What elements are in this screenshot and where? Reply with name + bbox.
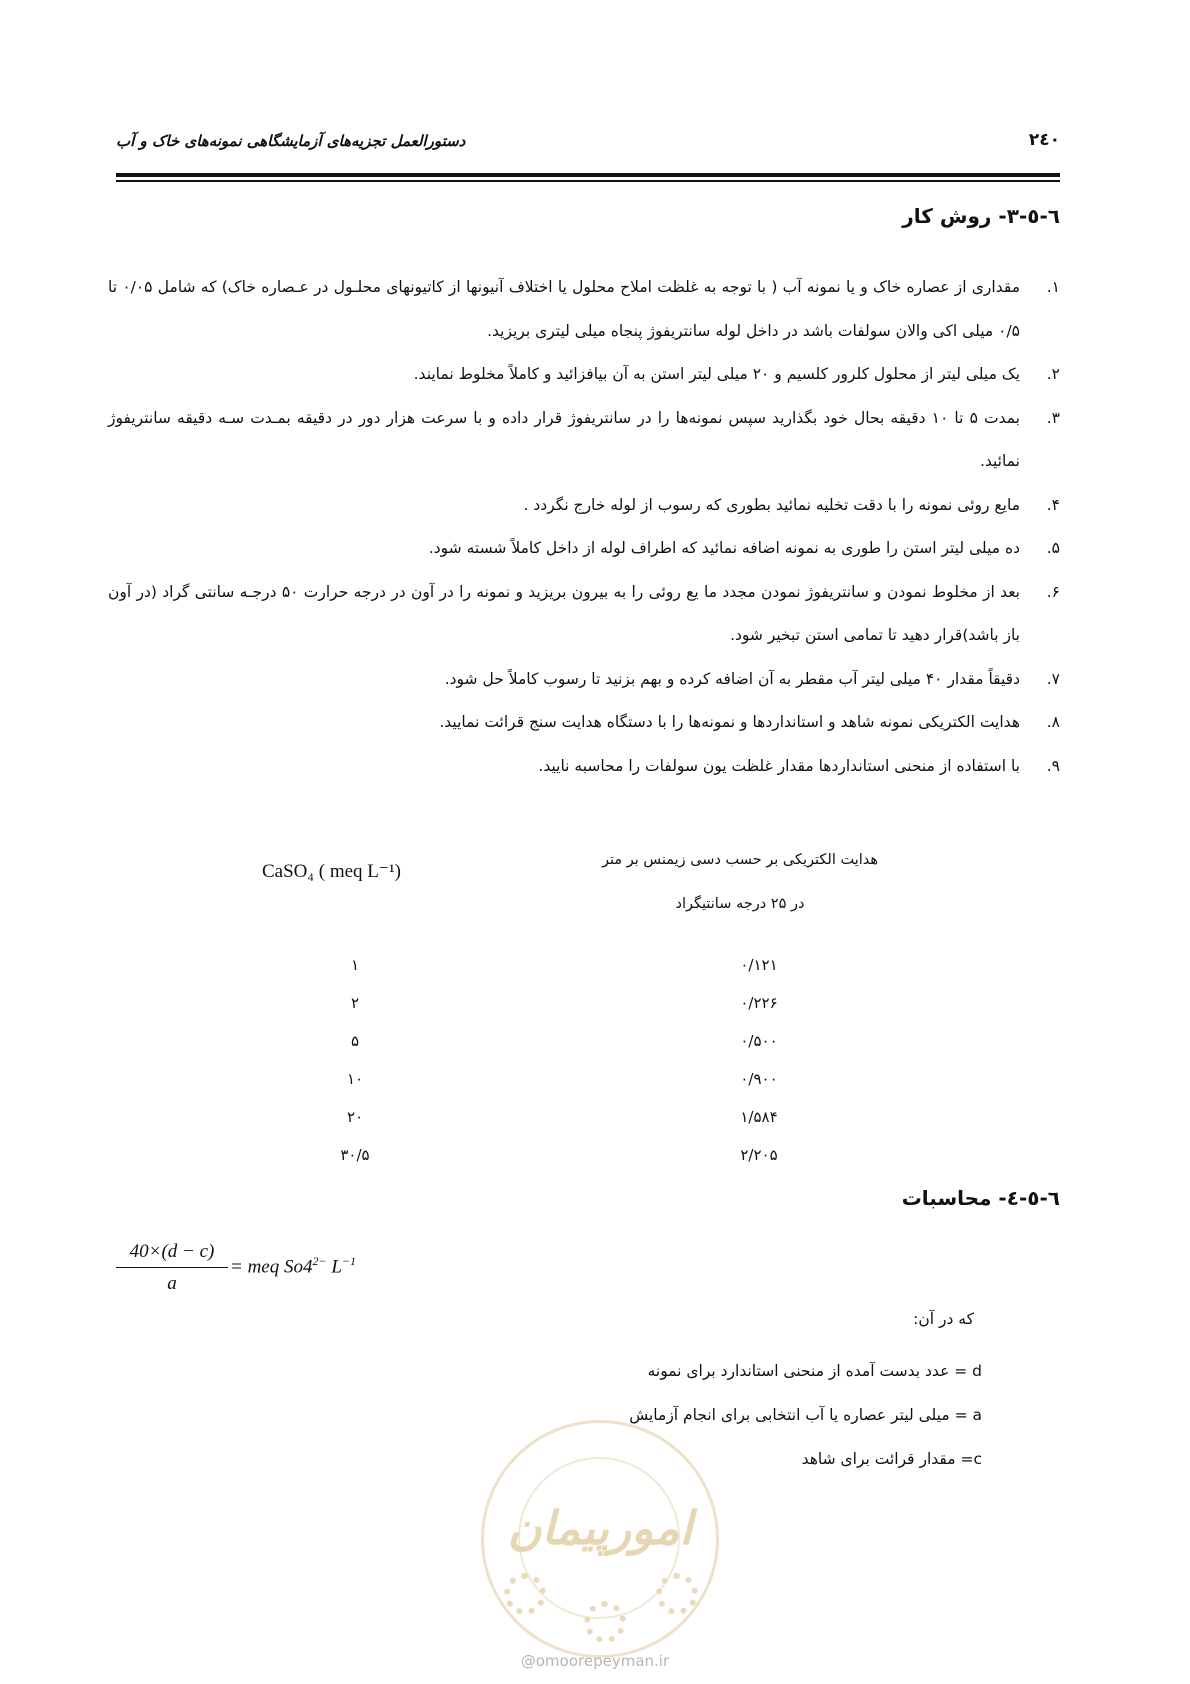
fraction-bar (116, 1267, 228, 1268)
table-row (224, 1070, 950, 1100)
step-number: ۲. (1046, 365, 1060, 383)
formula-unit-sup: −1 (341, 1254, 357, 1268)
cell-caso4: ۵ (350, 1032, 360, 1050)
table-header-ec-line2: در ۲۵ درجه سانتیگراد (675, 896, 805, 912)
formula-rhs-sup: 2− (312, 1254, 327, 1268)
step-text: یک میلی لیتر از محلول کلرور کلسیم و ۲۰ میلی لیتر استن به آن بیافزائید و کاملاً مخلوط نمایند. (413, 365, 1020, 383)
step-text: هدایت الکتریکی نمونه شاهد و استانداردها و نمونه‌ها را با دستگاه هدایت سنج قرائت نمایید. (439, 713, 1020, 731)
step-number: ۹. (1046, 756, 1060, 775)
step-item (108, 571, 1060, 658)
step-number: ۶. (1046, 582, 1060, 601)
step-number: ۸. (1046, 713, 1060, 731)
table-header-ec (530, 838, 950, 926)
section-heading-procedure: ٦-٥-٣- روش کار (902, 204, 1060, 228)
watermark-site: @omoorepeyman.ir (520, 1652, 670, 1670)
cell-caso4: ۲ (350, 994, 360, 1012)
procedure-steps-list (108, 266, 1060, 788)
step-item (108, 701, 1060, 745)
standards-table (224, 838, 950, 1164)
step-number: ۱. (1046, 278, 1060, 296)
watermark-seal (481, 1420, 719, 1658)
step-item (108, 527, 1060, 571)
watermark-text: امورپیمان (507, 1501, 693, 1555)
table-row (224, 1146, 950, 1176)
header-rule-thin (116, 180, 1060, 182)
step-number: ۴. (1046, 495, 1060, 514)
cell-caso4: ۳۰/۵ (340, 1146, 370, 1164)
step-item (108, 397, 1060, 484)
section-heading-calculations: ٦-٥-٤- محاسبات (901, 1186, 1060, 1210)
step-number: ۳. (1046, 408, 1060, 427)
table-row (224, 994, 950, 1024)
cell-ec: ۰/۲۲۶ (740, 994, 778, 1012)
table-header-ec-line1: هدایت الکتریکی بر حسب دسی زیمنس بر متر (601, 852, 879, 868)
step-text: بعد از مخلوط نمودن و سانتریفوژ نمودن مجدد ما یع روئی را به بیرون بریزید و نمونه را در آون در درجه حرارت ۵۰ درجـه سانتی گراد (در آون باز باشد)قرار دهید تا تمامی استن تبخیر شود. (108, 582, 1020, 644)
step-text: مقداری از عصاره خاک و یا نمونه آب ( با توجه به غلظت املاح محلول یا اختلاف آنیونها از کاتیونهای محلـول در عـصاره خاک) که شامل ۰/۰۵ تا ۰/۵ میلی اکی والان سولفات باشد در داخل لوله سانتریفوژ پنجاه میلی لیتری بریزید. (108, 278, 1020, 340)
step-text: با استفاده از منحنی استانداردها مقدار غلظت یون سولفات را محاسبه نایید. (538, 756, 1020, 775)
formula-rhs-text: = meq So4 (230, 1256, 313, 1278)
running-title: دستورالعمل تجزیه‌های آزمایشگاهی نمونه‌های خاک و آب (116, 132, 466, 150)
definition-c: c= مقدار قرائت برای شاهد (801, 1450, 982, 1468)
table-row (224, 1108, 950, 1138)
formula-rhs (230, 1254, 356, 1278)
page-header (116, 130, 1060, 160)
step-item (108, 484, 1060, 528)
cell-ec: ۰/۵۰۰ (740, 1032, 778, 1050)
step-number: ۵. (1046, 539, 1060, 557)
formula-unit: L (331, 1256, 342, 1278)
gear-icon (584, 1601, 626, 1643)
step-item (108, 658, 1060, 702)
definition-d: d = عدد بدست آمده از منحنی استاندارد برای نمونه (647, 1362, 982, 1380)
page-number: ۲٤۰ (1028, 130, 1060, 150)
table-row (224, 1032, 950, 1062)
step-text: ده میلی لیتر استن را طوری به نمونه اضافه نمائید که اطراف لوله از داخل کاملاً شسته شود. (428, 539, 1020, 557)
gear-icon (656, 1573, 698, 1615)
formula-numerator: 40×(d − c) (129, 1241, 215, 1262)
step-item (108, 745, 1060, 789)
cell-caso4: ۱ (350, 956, 360, 974)
cell-ec: ۰/۹۰۰ (740, 1070, 778, 1088)
table-header-caso4: CaSO₄ ( meq L⁻¹) (262, 861, 401, 882)
step-item (108, 266, 1060, 353)
definitions-intro: که در آن: (913, 1310, 974, 1328)
table-row (224, 956, 950, 986)
cell-ec: ۰/۱۲۱ (740, 956, 778, 974)
step-text: مایع روئی نمونه را با دقت تخلیه نمائید بطوری که رسوب از لوله خارج نگردد . (523, 495, 1020, 514)
cell-caso4: ۲۰ (346, 1108, 364, 1126)
step-text: دقیقاً مقدار ۴۰ میلی لیتر آب مقطر به آن اضافه کرده و بهم بزنید تا رسوب کاملاً حل شود. (444, 669, 1020, 688)
step-text: بمدت ۵ تا ۱۰ دقیقه بحال خود بگذارید سپس نمونه‌ها را در سانتریفوژ قرار داده و با سرعت هزار دور در دقیقه بمـدت سـه دقیقه سانتریفوژ نمائید. (108, 408, 1020, 470)
cell-caso4: ۱۰ (346, 1070, 364, 1088)
step-number: ۷. (1046, 669, 1060, 688)
cell-ec: ۱/۵۸۴ (740, 1108, 778, 1126)
step-item (108, 353, 1060, 397)
gear-icon (504, 1573, 546, 1615)
definition-a: a = میلی لیتر عصاره یا آب انتخابی برای انجام آزمایش (629, 1406, 982, 1424)
cell-ec: ۲/۲۰۵ (740, 1146, 778, 1164)
formula-fraction (116, 1240, 228, 1296)
header-rule-thick (116, 173, 1060, 177)
formula-denominator: a (167, 1273, 177, 1295)
